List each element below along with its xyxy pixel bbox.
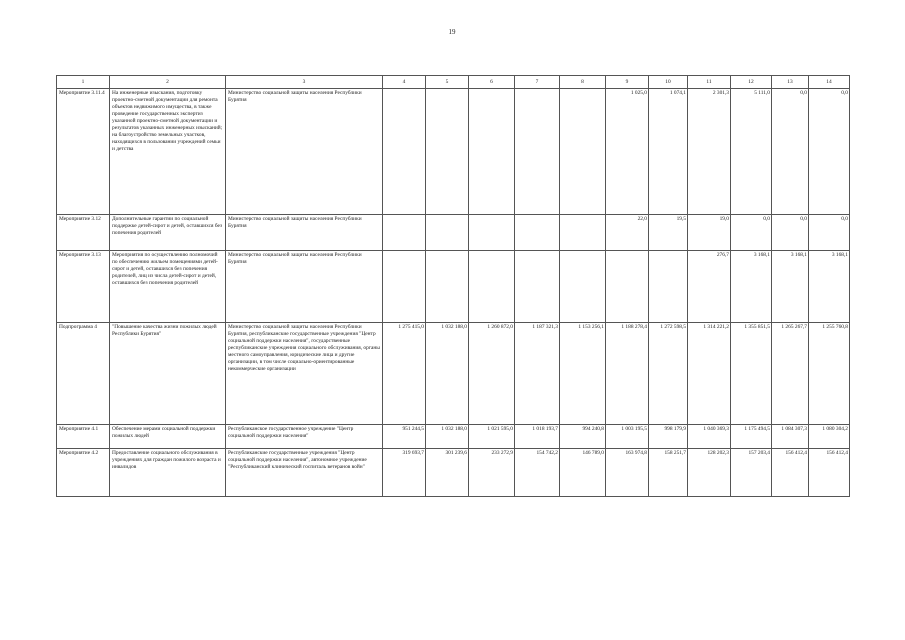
value-cell: 158 251,7 (649, 449, 688, 497)
value-cell: 1 260 872,0 (469, 323, 515, 425)
value-cell: 1 032 188,0 (426, 323, 469, 425)
table-row (57, 449, 850, 497)
value-cell: 19,0 (688, 215, 731, 251)
value-cell (469, 89, 515, 215)
header-cell: 14 (809, 76, 850, 89)
row-name-cell: Мероприятия по осуществлению полномочий по обеспечению жильем помещениями детей-сирот и детей, оставшихся без попечения родителей, лиц из числа детей-сирот и детей, оставшихся без попечения родителей (110, 251, 226, 323)
row-name-cell: Дополнительные гарантии по социальной поддержке детей-сирот и детей, оставшихся без попечения родителей (110, 215, 226, 251)
value-cell: 994 240,8 (560, 425, 606, 449)
header-cell: 11 (688, 76, 731, 89)
value-cell: 1 355 851,5 (731, 323, 772, 425)
value-cell: 22,0 (606, 215, 649, 251)
value-cell: 1 032 188,0 (426, 425, 469, 449)
value-cell: 1 080 304,2 (809, 425, 850, 449)
row-executor-cell: Министерство социальной защиты населения Республики Бурятия, республиканские государственные учреждения "Центр социальной поддержки населения", государственные республиканские учреждения социального обслуживания, органы местного самоуправления, юридические лица и другие организации, в том числе социально-ориентированные некоммерческие организации (226, 323, 383, 425)
value-cell: 0,0 (772, 215, 809, 251)
page-number: 19 (448, 28, 456, 36)
row-executor-cell: Министерство социальной защиты населения Республики Бурятия (226, 215, 383, 251)
row-executor-cell: Министерство социальной защиты населения Республики Бурятия (226, 89, 383, 215)
value-cell (560, 215, 606, 251)
budget-table (56, 75, 850, 497)
value-cell: 1 084 307,3 (772, 425, 809, 449)
header-cell: 5 (426, 76, 469, 89)
header-cell: 4 (383, 76, 426, 89)
value-cell (649, 251, 688, 323)
header-cell: 10 (649, 76, 688, 89)
value-cell: 1 275 415,0 (383, 323, 426, 425)
value-cell: 301 239,6 (426, 449, 469, 497)
header-cell: 6 (469, 76, 515, 89)
value-cell: 3 168,1 (809, 251, 850, 323)
header-cell: 12 (731, 76, 772, 89)
row-code-cell: Мероприятие 4.1 (57, 425, 110, 449)
value-cell: 0,0 (809, 215, 850, 251)
value-cell (383, 215, 426, 251)
value-cell: 156 412,4 (809, 449, 850, 497)
value-cell: 1 188 278,4 (606, 323, 649, 425)
value-cell: 319 693,7 (383, 449, 426, 497)
value-cell: 19,5 (649, 215, 688, 251)
row-code-cell: Мероприятие 3.11.4 (57, 89, 110, 215)
value-cell (426, 251, 469, 323)
header-cell: 9 (606, 76, 649, 89)
value-cell: 1 175 494,5 (731, 425, 772, 449)
table-row (57, 251, 850, 323)
value-cell (469, 215, 515, 251)
value-cell (560, 251, 606, 323)
value-cell: 1 018 193,7 (515, 425, 560, 449)
header-cell: 13 (772, 76, 809, 89)
row-code-cell: Мероприятие 3.13 (57, 251, 110, 323)
value-cell: 1 314 221,2 (688, 323, 731, 425)
value-cell: 156 412,4 (772, 449, 809, 497)
value-cell (515, 251, 560, 323)
value-cell: 128 202,3 (688, 449, 731, 497)
header-cell: 2 (110, 76, 226, 89)
value-cell (383, 251, 426, 323)
header-cell: 7 (515, 76, 560, 89)
value-cell (383, 89, 426, 215)
value-cell: 157 203,4 (731, 449, 772, 497)
value-cell: 1 025,0 (606, 89, 649, 215)
value-cell (469, 251, 515, 323)
row-name-cell: Предоставление социального обслуживания в учреждениях для граждан пожилого возраста и инвалидов (110, 449, 226, 497)
value-cell (560, 89, 606, 215)
value-cell: 276,7 (688, 251, 731, 323)
value-cell: 1 003 195,5 (606, 425, 649, 449)
table-row (57, 89, 850, 215)
row-name-cell: Обеспечение мерами социальной поддержки пожилых людей (110, 425, 226, 449)
value-cell (426, 215, 469, 251)
row-name-cell: На инженерные изыскания, подготовку проектно-сметной документации для ремонта объектов недвижимого имущества, в также проведение государственных экспертиз указанной проектно-сметной документации и результатов указанных инженерных изысканий; на благоустройство земельных участков, находящихся в пользовании учреждений семьи и детства (110, 89, 226, 215)
value-cell: 1 074,1 (649, 89, 688, 215)
value-cell: 2 301,3 (688, 89, 731, 215)
table-body (57, 76, 850, 497)
value-cell (426, 89, 469, 215)
value-cell: 1 272 598,5 (649, 323, 688, 425)
table-row (57, 323, 850, 425)
value-cell: 5 111,0 (731, 89, 772, 215)
header-cell: 1 (57, 76, 110, 89)
value-cell: 1 187 321,3 (515, 323, 560, 425)
value-cell: 0,0 (772, 89, 809, 215)
value-cell: 0,0 (809, 89, 850, 215)
value-cell: 1 040 369,3 (688, 425, 731, 449)
value-cell: 1 265 267,7 (772, 323, 809, 425)
value-cell: 3 168,1 (772, 251, 809, 323)
value-cell (515, 89, 560, 215)
value-cell: 154 742,2 (515, 449, 560, 497)
value-cell: 998 179,9 (649, 425, 688, 449)
value-cell: 233 272,9 (469, 449, 515, 497)
value-cell: 0,0 (731, 215, 772, 251)
value-cell: 951 244,5 (383, 425, 426, 449)
value-cell: 146 789,0 (560, 449, 606, 497)
row-name-cell: "Повышение качества жизни пожилых людей Республики Бурятия" (110, 323, 226, 425)
value-cell: 1 021 595,0 (469, 425, 515, 449)
value-cell (606, 251, 649, 323)
value-cell: 3 168,1 (731, 251, 772, 323)
value-cell: 1 153 256,1 (560, 323, 606, 425)
row-code-cell: Мероприятие 4.2 (57, 449, 110, 497)
row-code-cell: Подпрограмма 4 (57, 323, 110, 425)
table-row (57, 425, 850, 449)
row-code-cell: Мероприятие 3.12 (57, 215, 110, 251)
value-cell: 1 255 760,8 (809, 323, 850, 425)
header-cell: 8 (560, 76, 606, 89)
table-row (57, 215, 850, 251)
row-executor-cell: Республиканские государственные учреждения "Центр социальной поддержки населения", автономное учреждение "Республиканский клинический госпиталь ветеранов войн" (226, 449, 383, 497)
header-cell: 3 (226, 76, 383, 89)
row-executor-cell: Министерство социальной защиты населения Республики Бурятия (226, 251, 383, 323)
row-executor-cell: Республиканское государственное учреждение "Центр социальной поддержки населения" (226, 425, 383, 449)
value-cell (515, 215, 560, 251)
value-cell: 163 974,8 (606, 449, 649, 497)
header-row (57, 76, 850, 89)
